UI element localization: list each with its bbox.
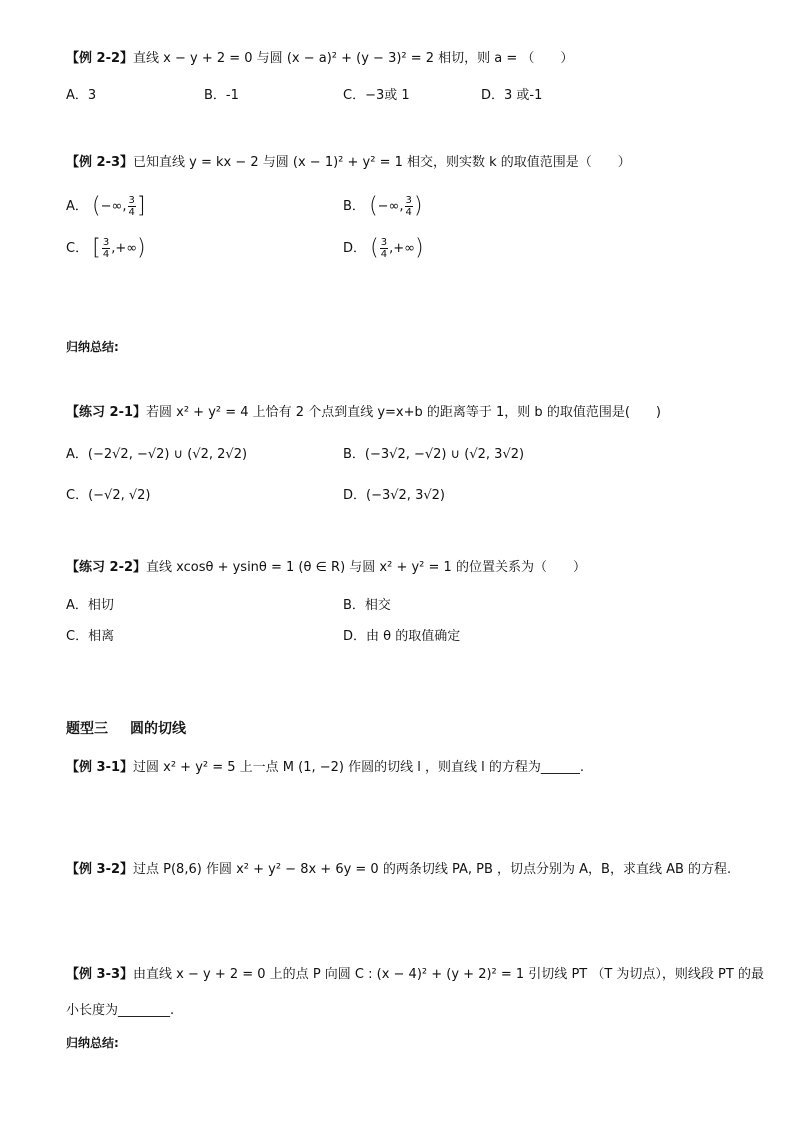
- option-a: A． (−∞, $\frac{3}{4}$ ]: [66, 193, 146, 219]
- example-tag: 【练习 2-2】: [66, 560, 147, 575]
- example-tag: 【例 2-2】: [66, 51, 134, 66]
- option-b: B．-1: [204, 88, 239, 103]
- option-interval-value: (−3√2, −√2) ∪ (√2, 3√2): [364, 447, 525, 462]
- example-tag: 【练习 2-1】: [66, 405, 147, 420]
- example-3-3-question: [66, 966, 764, 984]
- example-3-3-question-continued: 小长度为________.: [66, 1003, 175, 1018]
- example-3-1-question: [66, 759, 584, 777]
- option-a: A．相切: [66, 598, 114, 613]
- option-letter: A．: [66, 199, 88, 214]
- option-letter: D．: [343, 241, 367, 256]
- summary-heading: 归纳总结:: [66, 1036, 119, 1050]
- example-tag: 【例 3-1】: [66, 760, 134, 775]
- option-letter: A．: [66, 447, 88, 462]
- question-text: 过圆 x² + y² = 5 上一点 M (1, −2) 作圆的切线 l ，则直线 l 的方程为______.: [133, 760, 585, 775]
- practice-2-1-question: [66, 404, 661, 422]
- option-letter: D．: [343, 488, 367, 503]
- option-d: D．3 或-1: [481, 88, 543, 103]
- option-letter: B．: [343, 199, 365, 214]
- option-d: D． ( $\frac{3}{4}$ ,+∞): [343, 235, 424, 261]
- option-letter: C．: [66, 488, 89, 503]
- example-3-2-question: [66, 861, 731, 879]
- section-heading: [66, 720, 186, 738]
- option-c: C． [ $\frac{3}{4}$ ,+∞): [66, 235, 146, 261]
- option-b: B． (−∞, $\frac{3}{4}$ ): [343, 193, 423, 219]
- example-2-2-question: [66, 50, 573, 68]
- question-text: 直线 xcosθ + ysinθ = 1 (θ ∈ R) 与圆 x² + y² = 1 的位置关系为（ ）: [146, 560, 586, 575]
- question-text: 若圆 x² + y² = 4 上恰有 2 个点到直线 y=x+b 的距离等于 1，则 b 的取值范围是( ): [146, 405, 661, 420]
- question-text: 直线 x − y + 2 = 0 与圆 (x − a)² + (y − 3)² = 2 相切，则 a = （ ）: [133, 51, 574, 66]
- option-c: [66, 487, 151, 505]
- option-letter: B．: [343, 447, 365, 462]
- summary-heading: 归纳总结:: [66, 340, 119, 354]
- section-title: 圆的切线: [130, 721, 186, 737]
- section-label: 题型三: [66, 721, 108, 737]
- option-letter: C．: [66, 241, 89, 256]
- option-c: C．相离: [66, 629, 115, 644]
- option-d: D．由 θ 的取值确定: [343, 629, 461, 644]
- example-tag: 【例 3-2】: [66, 862, 134, 877]
- option-b: [343, 446, 524, 464]
- option-a: [66, 446, 247, 464]
- option-interval-value: (−2√2, −√2) ∪ (√2, 2√2): [87, 447, 248, 462]
- option-c: C．−3或 1: [343, 88, 410, 103]
- option-a: A．3: [66, 88, 97, 103]
- option-d: [343, 487, 445, 505]
- option-b: B．相交: [343, 598, 391, 613]
- example-2-3-question: [66, 154, 631, 172]
- option-interval-value: (−√2, √2): [88, 488, 151, 503]
- example-tag: 【例 2-3】: [66, 155, 134, 170]
- question-text: 由直线 x − y + 2 = 0 上的点 P 向圆 C : (x − 4)² + (y + 2)² = 1 引切线 PT （T 为切点），则线段 PT 的最: [133, 967, 764, 982]
- practice-2-2-question: [66, 559, 586, 577]
- example-tag: 【例 3-3】: [66, 967, 134, 982]
- option-interval-value: (−3√2, 3√2): [366, 488, 445, 503]
- question-text: 过点 P(8,6) 作圆 x² + y² − 8x + 6y = 0 的两条切线 PA, PB ，切点分别为 A，B，求直线 AB 的方程.: [133, 862, 732, 877]
- question-text: 已知直线 y = kx − 2 与圆 (x − 1)² + y² = 1 相交，则实数 k 的取值范围是（ ）: [133, 155, 631, 170]
